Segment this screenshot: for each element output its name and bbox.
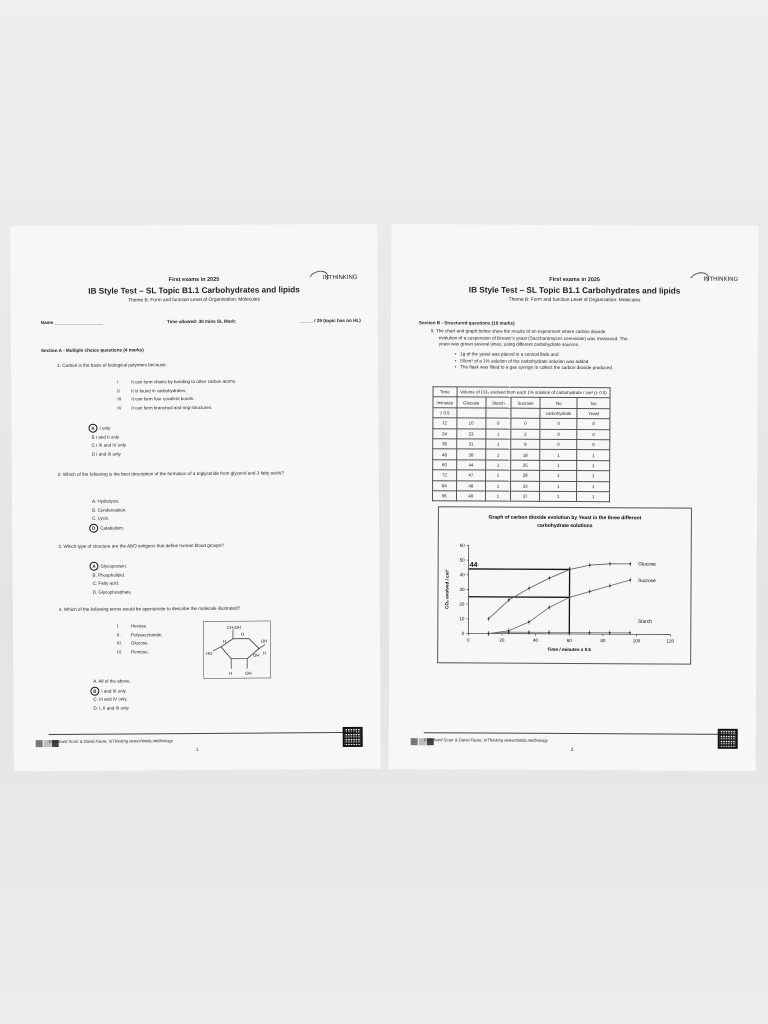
table-cell: 72 bbox=[433, 470, 457, 481]
answer-circle-icon: B bbox=[90, 686, 99, 695]
col-sucrose: Sucrose bbox=[511, 398, 540, 409]
footer-rule bbox=[49, 732, 356, 735]
q1-option-a[interactable]: A I only bbox=[91, 423, 126, 433]
y-tick-label: 50 bbox=[459, 557, 465, 563]
mol-label: OH bbox=[245, 670, 252, 676]
glucose-ring-diagram bbox=[203, 620, 271, 678]
qr-code-icon bbox=[718, 729, 738, 749]
x-tick-label: 80 bbox=[600, 638, 606, 644]
table-cell: 23 bbox=[456, 428, 485, 439]
page-1 bbox=[10, 224, 381, 772]
footer-rule bbox=[424, 732, 731, 735]
table-cell: 25 bbox=[511, 460, 540, 471]
table-cell: 1 bbox=[485, 491, 510, 502]
answer-circle-icon: A bbox=[89, 562, 98, 571]
inthinking-logo bbox=[689, 273, 738, 287]
table-cell: 1 bbox=[540, 491, 577, 502]
chart-title: Graph of carbon dioxide evolution by Yeast in the three different bbox=[488, 514, 642, 522]
table-cell: 60 bbox=[433, 459, 457, 470]
q2-options bbox=[92, 497, 127, 533]
logo-text: INTHINKING bbox=[703, 276, 739, 283]
q4-options bbox=[93, 677, 131, 713]
q3-option-d[interactable]: D. Glycophosphate. bbox=[92, 589, 133, 595]
table-cell: 84 bbox=[433, 480, 457, 491]
y-axis-label: CO₂ evolved / cm³ bbox=[444, 569, 450, 610]
table-row bbox=[432, 491, 609, 502]
y-tick-label: 0 bbox=[461, 630, 465, 636]
section-a-heading: Section A - Multiple choice questions (4 marks) bbox=[40, 347, 144, 354]
q2-option-b[interactable]: B. Condensation. bbox=[92, 507, 127, 513]
theme-line: Theme B: Form and function Level of Organisation: Molecules bbox=[508, 297, 641, 304]
y-tick-label: 60 bbox=[459, 542, 465, 548]
q3-option-c[interactable]: C. Fatty acid. bbox=[92, 580, 120, 586]
table-cell: 1 bbox=[486, 429, 511, 440]
q4-option-a[interactable]: A. All of the above. bbox=[93, 678, 131, 684]
x-tick-label: 60 bbox=[566, 637, 572, 643]
q2-stem: 2. Which of the following is the best description of the formation of a triglyceride from glycerol and 3 fatty acids? bbox=[57, 470, 284, 477]
mol-label: OH bbox=[253, 652, 260, 658]
table-cell: 33 bbox=[510, 481, 539, 492]
table-cell: 48 bbox=[433, 449, 457, 460]
table-cell: 48 bbox=[456, 491, 485, 502]
reading-line-horizontal bbox=[468, 597, 569, 598]
x-tick-label: 40 bbox=[533, 637, 539, 643]
q4-option-d[interactable]: D. I, II and III only. bbox=[93, 705, 130, 711]
volume-span-header: Volume of CO₂ evolved from each 1% solution of carbohydrate / cm³ (± 0.5) bbox=[457, 387, 611, 398]
page-number: 2 bbox=[570, 746, 574, 753]
section-b-heading: Section B - Structured questions (19 marks) bbox=[418, 320, 515, 326]
q1-stem: 1. Carbon is the basis of biological polymers because: bbox=[57, 362, 167, 368]
table-cell: 1 bbox=[540, 460, 577, 471]
table-cell: 48 bbox=[456, 480, 485, 491]
col-glucose: Glucose bbox=[457, 397, 486, 408]
time-label: Time allowed: 30 mins SL Mark: bbox=[167, 318, 237, 325]
table-cell: 47 bbox=[456, 470, 485, 481]
q1-option-d[interactable]: D I and III only bbox=[91, 451, 121, 457]
theme-line: Theme B: Form and function Level of Organisation: Molecules bbox=[128, 297, 260, 304]
x-tick-label: 120 bbox=[666, 638, 675, 644]
q5-bullets bbox=[455, 351, 745, 372]
name-field[interactable]: Name ___________________ bbox=[40, 319, 104, 326]
table-cell: 1 bbox=[540, 481, 577, 492]
table-cell: 0 bbox=[577, 429, 610, 440]
mol-label: CH₂OH bbox=[226, 624, 241, 630]
q2-option-d[interactable]: D Catabolism. bbox=[92, 523, 127, 533]
reading-line-horizontal bbox=[469, 569, 570, 570]
table-cell: 1 bbox=[485, 470, 510, 481]
q3-stem: 3. Which type of structure are the ABO antigens that define human blood groups? bbox=[58, 542, 224, 549]
answer-circle-icon: D bbox=[89, 523, 98, 532]
table-cell: 1 bbox=[486, 449, 511, 460]
exams-line: First exams in 2025 bbox=[168, 276, 220, 284]
footer-credit: © Richard Scarr & David Faure, InThinking www.thinkib.net/biology bbox=[423, 737, 548, 743]
y-tick-label: 20 bbox=[459, 601, 465, 607]
table-cell: 1 bbox=[577, 471, 610, 482]
inthinking-logo bbox=[309, 271, 358, 285]
table-cell: 12 bbox=[433, 418, 457, 429]
table-cell: 0 bbox=[486, 418, 511, 429]
table-cell: 37 bbox=[510, 491, 539, 502]
table-cell: 0 bbox=[540, 418, 577, 429]
q4-stem: 4. Which of the following terms would be appropriate to describe the molecule illustrated? bbox=[58, 605, 241, 612]
answer-circle-icon: A bbox=[88, 424, 97, 433]
table-cell: 0 bbox=[577, 419, 610, 430]
q4-option-b[interactable]: B I and III only. bbox=[93, 686, 131, 696]
q1-option-b[interactable]: B I and II only bbox=[91, 434, 120, 440]
y-tick-label: 10 bbox=[459, 616, 465, 622]
q5-intro: 5. The chart and graph below show the results of an experiment where carbon dioxide evolution of a suspension of Brewer's yeast (Saccharomyces cerevisiae) was measured. The yeast was grown several times, using different carbohydrate sources. bbox=[430, 328, 628, 348]
chart-title: carbohydrate solutions bbox=[537, 522, 593, 530]
table-cell: 0 bbox=[540, 429, 577, 440]
table-cell: 29 bbox=[510, 470, 539, 481]
y-tick-label: 40 bbox=[459, 572, 465, 578]
name-row bbox=[41, 318, 361, 327]
table-cell: 10 bbox=[456, 418, 485, 429]
table-cell: 18 bbox=[511, 450, 540, 461]
q1-options bbox=[91, 423, 126, 459]
series-line-sucrose bbox=[488, 579, 630, 634]
q2-option-a[interactable]: A. Hydrolysis. bbox=[92, 498, 120, 504]
table-cell: 0 bbox=[577, 439, 610, 450]
q4-statements: I. Hexose. II. Polysaccharide. III. Glucose. IV. Pentose. bbox=[116, 623, 163, 655]
y-tick-label: 30 bbox=[459, 586, 465, 592]
table-cell: 1 bbox=[577, 460, 610, 471]
table-cell: 1 bbox=[540, 450, 577, 461]
series-label: Sucrose bbox=[638, 579, 656, 585]
mol-label: H bbox=[229, 670, 233, 676]
time-header: Time bbox=[433, 387, 457, 398]
q3-option-b[interactable]: B. Phospholipid. bbox=[92, 572, 126, 578]
table-cell: 36 bbox=[433, 439, 457, 450]
table-cell: 1 bbox=[577, 450, 610, 461]
x-tick-label: 100 bbox=[632, 638, 641, 644]
q3-option-a[interactable]: A Glycoprotein. bbox=[92, 561, 132, 571]
series-label: Glucose bbox=[638, 562, 656, 568]
qr-code-icon bbox=[343, 727, 363, 747]
table-cell: 44 bbox=[456, 460, 485, 471]
bullet-item: • The flask was fitted to a gas syringe to collect the carbon dioxide produced. bbox=[454, 364, 614, 371]
table-cell: 1 bbox=[577, 491, 610, 502]
bullet-item: • 50cm³ of a 1% solution of the carbohydrate solution was added bbox=[454, 357, 589, 364]
mol-label: H bbox=[222, 638, 227, 644]
x-axis-label: Time / minutes ± 0.5 bbox=[547, 646, 591, 653]
col-starch: Starch bbox=[486, 397, 511, 408]
q4-option-c[interactable]: C. III and IV only. bbox=[93, 696, 128, 702]
logo-text: INTHINKING bbox=[322, 274, 358, 282]
table-cell: 0 bbox=[511, 418, 540, 429]
q2-option-c[interactable]: C. Lysis. bbox=[92, 515, 110, 521]
table-cell: 1 bbox=[577, 481, 610, 492]
table-cell: 96 bbox=[432, 491, 456, 502]
col-no-yeast: No bbox=[577, 398, 610, 409]
table-cell: 31 bbox=[456, 439, 485, 450]
q1-option-c[interactable]: C I III and IV only bbox=[91, 442, 127, 448]
page-number: 1 bbox=[195, 746, 199, 753]
table-cell: 1 bbox=[485, 481, 510, 492]
page-2 bbox=[389, 224, 759, 771]
table-cell: 1 bbox=[486, 439, 511, 450]
table-cell: 0 bbox=[540, 439, 577, 450]
table-cell: 2 bbox=[511, 429, 540, 440]
bullet-item: • 1g of the yeast was placed in a conical flask and bbox=[454, 351, 559, 357]
mol-label: OH bbox=[260, 638, 268, 644]
footer-credit: © Richard Scarr & David Faure, InThinking www.thinkib.net/biology bbox=[48, 738, 173, 745]
x-tick-label: 0 bbox=[466, 637, 470, 643]
chart-svg bbox=[438, 507, 691, 663]
table-cell: 1 bbox=[540, 470, 577, 481]
mol-label: O bbox=[240, 631, 245, 637]
table-cell: 8 bbox=[511, 439, 540, 450]
series-line-glucose bbox=[489, 563, 631, 619]
x-tick-label: 20 bbox=[499, 637, 505, 643]
col-no-carbohydrate: No bbox=[540, 398, 577, 409]
q3-options bbox=[92, 561, 132, 597]
mol-label: HO bbox=[206, 650, 213, 656]
series-label: Starch bbox=[637, 619, 652, 625]
table-cell: 38 bbox=[456, 449, 485, 460]
table-cell: 1 bbox=[486, 460, 511, 471]
handwritten-annotation: 44 bbox=[469, 561, 478, 569]
exams-line: First exams in 2025 bbox=[549, 276, 601, 284]
mol-label: H bbox=[263, 650, 267, 656]
table-cell: 24 bbox=[433, 428, 457, 439]
co2-data-table: Time Volume of CO₂ evolved from each 1% solution of carbohydrate / cm³ (± 0.5) /minutes Glucose Starch Sucrose No No ± 0.5 carbohydrate Yeast 12 10 0 0 0 0 24 23 1 2 0 0 36 31 1 8 0 0 48 38 1 18 1 1 60 44 1 25 1 1 72 47 1 29 1 1 84 48 1 33 1 1 96 48 1 37 1 1 bbox=[432, 386, 611, 502]
page-title: IB Style Test – SL Topic B1.1 Carbohydrates and lipids bbox=[468, 285, 681, 296]
page-title: IB Style Test – SL Topic B1.1 Carbohydrates and lipids bbox=[88, 285, 300, 296]
q1-statements: I It can form chains by bonding to other carbon atoms. II It is found in carbohydrates. III It can form four covalent bonds. IV It can form branched and ring structures. bbox=[117, 378, 237, 411]
mark-field[interactable]: _____ / 29 (topic has no HL) bbox=[300, 317, 361, 324]
co2-chart bbox=[437, 506, 692, 664]
